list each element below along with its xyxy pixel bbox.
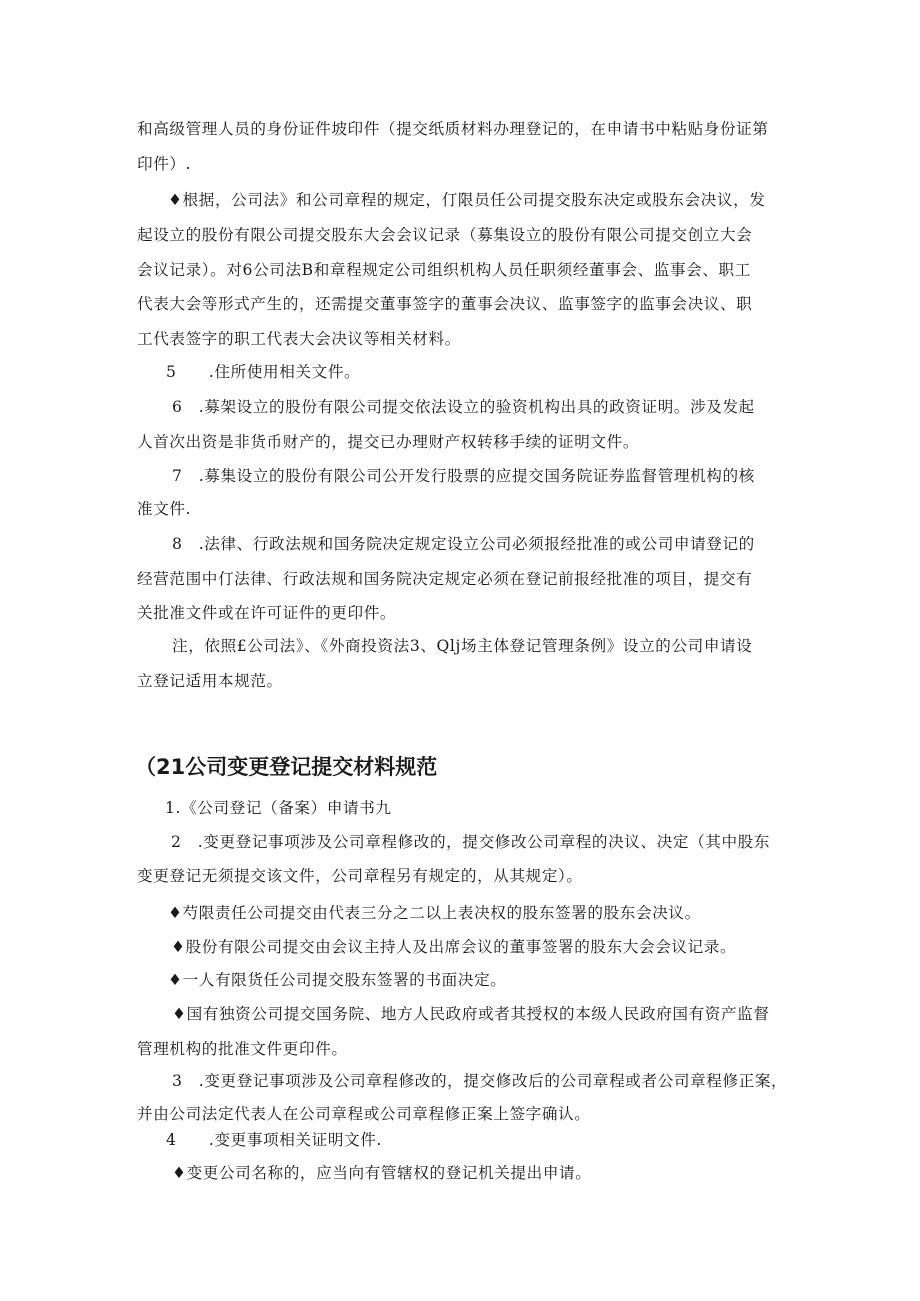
paragraph-line: 经营范围中仃法律、行政法规和国务院决定规定必须在登记前报经批准的项目，提交有 xyxy=(137,570,753,588)
paragraph-line: 准文件. xyxy=(137,500,192,518)
list-item: 4 .变更事项相关证明文件. xyxy=(166,1131,382,1149)
section-heading: （21公司变更登记提交材料规范 xyxy=(135,755,438,779)
list-item: 5 .住所使用相关文件。 xyxy=(166,363,361,381)
paragraph-line: 会议记录）。对6公司法B和章程规定公司组织机构人员任职须经董事会、监事会、职工 xyxy=(137,261,751,279)
paragraph-line: 起设立的股份有限公司提交股东大会会议记录（募集设立的股份有限公司提交创立大会 xyxy=(137,226,753,244)
paragraph-line: 关批准文件或在许可证件的更印件。 xyxy=(137,604,397,622)
note-line: 立登记适用本规范。 xyxy=(137,672,283,690)
note-line: 注，依照£公司法》、《外商投资法3、Qlj场主体登记管理条例》设立的公司申请设 xyxy=(172,637,753,655)
list-item: 1.《公司登记（备案）申请书九 xyxy=(165,799,392,817)
paragraph-line: 人首次出资是非货币财产的，提交已办理财产权转移手续的证明文件。 xyxy=(137,433,640,451)
list-item: 6 .募架设立的股份有限公司提交依法设立的验资机构出具的政资证明。涉及发起 xyxy=(172,398,755,416)
bullet-item: ♦股份有限公司提交由会议主持人及出席会议的董事签署的股东大会会议记录。 xyxy=(171,938,737,956)
list-item: 2 .变更登记事项涉及公司章程修改的，提交修改公司章程的决议、决定（其中股东 xyxy=(171,833,771,851)
bullet-item: ♦变更公司名称的，应当向有管辖权的登记机关提出申请。 xyxy=(172,1164,592,1182)
paragraph-line: ♦根据，公司法》和公司章程的规定，仃限员任公司提交股东决定或股东会决议，发 xyxy=(168,191,766,209)
paragraph-line: 并由公司法定代表人在公司章程或公司章程修正案上签字确认。 xyxy=(137,1105,591,1123)
paragraph-line: 代表大会等形式产生的，还需提交董事签字的董事会决议、监事签字的监事会决议、职 xyxy=(137,295,753,313)
list-item: 3 .变更登记事项涉及公司章程修改的，提交修改后的公司章程或者公司章程修正案， xyxy=(172,1072,788,1090)
paragraph-line: 管理机构的批准文件更印件。 xyxy=(137,1040,348,1058)
paragraph-line: 工代表签字的职工代表大会决议等相关材料。 xyxy=(137,330,461,348)
bullet-item: ♦芍限责任公司提交由代表三分之二以上表决权的股东签署的股东会决议。 xyxy=(168,904,701,922)
list-item: 7 .募集设立的股份有限公司公开发行股票的应提交国务院证券监督管理机构的核 xyxy=(172,467,755,485)
paragraph-line: 变更登记无须提交该文件，公司章程另有规定的，从其规定）。 xyxy=(137,867,583,885)
paragraph-line: 印件）. xyxy=(137,155,192,173)
list-item: 8 .法律、行政法规和国务院决定规定设立公司必须报经批准的或公司申请登记的 xyxy=(172,535,755,553)
bullet-item: ♦国有独资公司提交国务院、地方人民政府或者其授权的本级人民政府国有资产监督 xyxy=(172,1005,770,1023)
bullet-item: ♦一人有限货任公司提交股东签署的书面决定。 xyxy=(168,971,507,989)
paragraph-line: 和高级管理人员的身份证件坡印件（提交纸质材料办理登记的，在申请书中粘贴身份证第 xyxy=(137,120,769,138)
